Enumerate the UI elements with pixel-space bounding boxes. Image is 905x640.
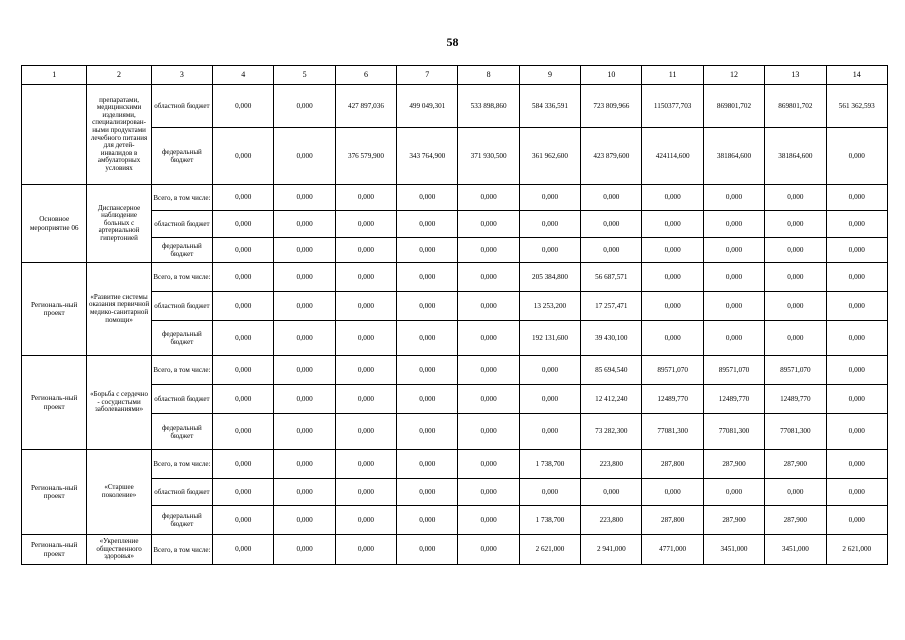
value-cell: 0,000 <box>519 385 580 414</box>
value-cell: 371 930,500 <box>458 128 519 185</box>
value-cell: 561 362,593 <box>826 85 887 128</box>
value-cell: 0,000 <box>213 414 274 450</box>
value-cell: 0,000 <box>458 292 519 321</box>
value-cell: 0,000 <box>826 450 887 479</box>
value-cell: 0,000 <box>458 479 519 506</box>
funding-source-cell: Всего, в том числе: <box>151 450 212 479</box>
value-cell: 0,000 <box>213 85 274 128</box>
value-cell: 85 694,540 <box>581 356 642 385</box>
value-cell: 89571,070 <box>703 356 764 385</box>
value-cell: 424114,600 <box>642 128 703 185</box>
value-cell: 0,000 <box>826 211 887 238</box>
header-row <box>22 66 888 85</box>
value-cell: 4771,000 <box>642 535 703 565</box>
value-cell: 0,000 <box>397 479 458 506</box>
table-row <box>22 85 888 128</box>
value-cell: 287,900 <box>765 450 826 479</box>
value-cell: 0,000 <box>274 263 335 292</box>
measure-type-cell: Региональ-ный проект <box>22 535 87 565</box>
value-cell: 427 897,036 <box>335 85 396 128</box>
value-cell: 0,000 <box>397 238 458 263</box>
value-cell: 0,000 <box>458 211 519 238</box>
value-cell: 361 962,600 <box>519 128 580 185</box>
value-cell: 584 336,591 <box>519 85 580 128</box>
value-cell: 0,000 <box>458 414 519 450</box>
value-cell: 0,000 <box>213 263 274 292</box>
value-cell: 423 879,600 <box>581 128 642 185</box>
value-cell: 0,000 <box>826 356 887 385</box>
value-cell: 0,000 <box>274 211 335 238</box>
value-cell: 0,000 <box>642 479 703 506</box>
value-cell: 287,900 <box>703 450 764 479</box>
funding-source-cell: федеральный бюджет <box>151 506 212 535</box>
value-cell: 0,000 <box>826 185 887 211</box>
funding-source-cell: федеральный бюджет <box>151 414 212 450</box>
value-cell: 0,000 <box>642 238 703 263</box>
measure-type-cell: Региональ-ный проект <box>22 263 87 356</box>
value-cell: 0,000 <box>213 450 274 479</box>
value-cell: 205 384,800 <box>519 263 580 292</box>
value-cell: 0,000 <box>703 263 764 292</box>
value-cell: 0,000 <box>274 128 335 185</box>
funding-source-cell: Всего, в том числе: <box>151 356 212 385</box>
value-cell: 0,000 <box>213 385 274 414</box>
value-cell: 0,000 <box>519 185 580 211</box>
value-cell: 381864,600 <box>703 128 764 185</box>
value-cell: 0,000 <box>397 185 458 211</box>
value-cell: 376 579,900 <box>335 128 396 185</box>
value-cell: 12489,770 <box>765 385 826 414</box>
value-cell: 533 898,860 <box>458 85 519 128</box>
value-cell: 287,900 <box>765 506 826 535</box>
funding-source-cell: областной бюджет <box>151 211 212 238</box>
value-cell: 0,000 <box>274 535 335 565</box>
measure-name-cell: «Старшее поколение» <box>87 450 151 535</box>
value-cell: 0,000 <box>458 506 519 535</box>
value-cell: 0,000 <box>703 211 764 238</box>
measure-name-cell: «Борьба с сердечно - сосудистыми заболеваниями» <box>87 356 151 450</box>
table-row <box>22 385 888 414</box>
value-cell: 39 430,100 <box>581 321 642 356</box>
value-cell: 223,800 <box>581 450 642 479</box>
value-cell: 723 809,966 <box>581 85 642 128</box>
value-cell: 0,000 <box>458 356 519 385</box>
table-row <box>22 321 888 356</box>
value-cell: 2 621,000 <box>826 535 887 565</box>
value-cell: 0,000 <box>458 385 519 414</box>
value-cell: 287,800 <box>642 450 703 479</box>
column-header: 13 <box>765 66 826 85</box>
value-cell: 0,000 <box>213 238 274 263</box>
value-cell: 381864,600 <box>765 128 826 185</box>
value-cell: 0,000 <box>581 185 642 211</box>
value-cell: 0,000 <box>213 506 274 535</box>
value-cell: 12 412,240 <box>581 385 642 414</box>
column-header: 8 <box>458 66 519 85</box>
value-cell: 0,000 <box>397 292 458 321</box>
value-cell: 0,000 <box>765 479 826 506</box>
value-cell: 0,000 <box>826 321 887 356</box>
value-cell: 869801,702 <box>765 85 826 128</box>
value-cell: 0,000 <box>274 450 335 479</box>
value-cell: 0,000 <box>458 450 519 479</box>
table-row <box>22 263 888 292</box>
value-cell: 0,000 <box>335 321 396 356</box>
value-cell: 77081,300 <box>765 414 826 450</box>
value-cell: 0,000 <box>397 535 458 565</box>
value-cell: 0,000 <box>703 185 764 211</box>
column-header: 1 <box>22 66 87 85</box>
measure-name-cell: «Развитие системы оказания первичной медико-санитарной помощи» <box>87 263 151 356</box>
value-cell: 12489,770 <box>703 385 764 414</box>
value-cell: 0,000 <box>458 238 519 263</box>
value-cell: 0,000 <box>519 238 580 263</box>
value-cell: 0,000 <box>826 238 887 263</box>
value-cell: 0,000 <box>335 263 396 292</box>
funding-source-cell: федеральный бюджет <box>151 238 212 263</box>
table-row <box>22 185 888 211</box>
funding-source-cell: Всего, в том числе: <box>151 535 212 565</box>
column-header: 14 <box>826 66 887 85</box>
value-cell: 0,000 <box>397 263 458 292</box>
funding-source-cell: областной бюджет <box>151 85 212 128</box>
value-cell: 0,000 <box>213 321 274 356</box>
value-cell: 192 131,600 <box>519 321 580 356</box>
value-cell: 499 049,301 <box>397 85 458 128</box>
funding-source-cell: Всего, в том числе: <box>151 263 212 292</box>
funding-source-cell: областной бюджет <box>151 385 212 414</box>
funding-source-cell: Всего, в том числе: <box>151 185 212 211</box>
value-cell: 0,000 <box>519 479 580 506</box>
column-header: 9 <box>519 66 580 85</box>
value-cell: 0,000 <box>335 292 396 321</box>
value-cell: 3451,000 <box>703 535 764 565</box>
value-cell: 0,000 <box>642 211 703 238</box>
value-cell: 343 764,900 <box>397 128 458 185</box>
value-cell: 0,000 <box>581 238 642 263</box>
value-cell: 0,000 <box>274 292 335 321</box>
value-cell: 0,000 <box>826 506 887 535</box>
value-cell: 0,000 <box>826 385 887 414</box>
value-cell: 0,000 <box>765 185 826 211</box>
funding-source-cell: областной бюджет <box>151 292 212 321</box>
value-cell: 0,000 <box>335 356 396 385</box>
value-cell: 0,000 <box>213 128 274 185</box>
value-cell: 0,000 <box>335 479 396 506</box>
table-row <box>22 238 888 263</box>
column-header: 10 <box>581 66 642 85</box>
budget-table <box>21 65 888 565</box>
column-header: 5 <box>274 66 335 85</box>
page-number: 58 <box>446 35 459 49</box>
column-header: 12 <box>703 66 764 85</box>
value-cell: 12489,770 <box>642 385 703 414</box>
measure-type-cell <box>22 85 87 185</box>
value-cell: 0,000 <box>335 450 396 479</box>
value-cell: 0,000 <box>703 321 764 356</box>
value-cell: 0,000 <box>335 506 396 535</box>
value-cell: 0,000 <box>335 211 396 238</box>
value-cell: 0,000 <box>274 85 335 128</box>
value-cell: 3451,000 <box>765 535 826 565</box>
value-cell: 0,000 <box>519 211 580 238</box>
measure-type-cell: Основное мероприятие 06 <box>22 185 87 263</box>
value-cell: 0,000 <box>335 185 396 211</box>
value-cell: 0,000 <box>213 535 274 565</box>
measure-name-cell: Диспансерное наблюдение больных с артериальной гипертонией <box>87 185 151 263</box>
value-cell: 1 738,700 <box>519 506 580 535</box>
value-cell: 0,000 <box>274 479 335 506</box>
value-cell: 0,000 <box>397 321 458 356</box>
funding-source-cell: федеральный бюджет <box>151 321 212 356</box>
table-row <box>22 414 888 450</box>
value-cell: 0,000 <box>397 385 458 414</box>
value-cell: 2 621,000 <box>519 535 580 565</box>
column-header: 4 <box>213 66 274 85</box>
value-cell: 0,000 <box>703 292 764 321</box>
table-row <box>22 356 888 385</box>
value-cell: 0,000 <box>213 356 274 385</box>
value-cell: 0,000 <box>458 535 519 565</box>
table-row <box>22 128 888 185</box>
value-cell: 2 941,000 <box>581 535 642 565</box>
funding-source-cell: областной бюджет <box>151 479 212 506</box>
value-cell: 0,000 <box>765 211 826 238</box>
table-row <box>22 292 888 321</box>
value-cell: 0,000 <box>458 263 519 292</box>
value-cell: 89571,070 <box>765 356 826 385</box>
value-cell: 0,000 <box>642 321 703 356</box>
value-cell: 0,000 <box>642 185 703 211</box>
value-cell: 0,000 <box>458 185 519 211</box>
value-cell: 13 253,200 <box>519 292 580 321</box>
value-cell: 0,000 <box>274 185 335 211</box>
value-cell: 0,000 <box>642 263 703 292</box>
value-cell: 73 282,300 <box>581 414 642 450</box>
value-cell: 0,000 <box>765 292 826 321</box>
table-row <box>22 506 888 535</box>
value-cell: 0,000 <box>519 356 580 385</box>
value-cell: 0,000 <box>213 185 274 211</box>
measure-name-cell: «Укрепление общественного здоровья» <box>87 535 151 565</box>
value-cell: 0,000 <box>335 535 396 565</box>
value-cell: 0,000 <box>213 211 274 238</box>
value-cell: 0,000 <box>397 211 458 238</box>
value-cell: 0,000 <box>335 385 396 414</box>
value-cell: 287,900 <box>703 506 764 535</box>
value-cell: 0,000 <box>642 292 703 321</box>
measure-type-cell: Региональ-ный проект <box>22 450 87 535</box>
column-header: 7 <box>397 66 458 85</box>
value-cell: 77081,300 <box>642 414 703 450</box>
column-header: 11 <box>642 66 703 85</box>
column-header: 6 <box>335 66 396 85</box>
value-cell: 0,000 <box>519 414 580 450</box>
funding-source-cell: федеральный бюджет <box>151 128 212 185</box>
value-cell: 0,000 <box>213 479 274 506</box>
value-cell: 0,000 <box>703 238 764 263</box>
value-cell: 89571,070 <box>642 356 703 385</box>
value-cell: 0,000 <box>274 356 335 385</box>
value-cell: 223,800 <box>581 506 642 535</box>
value-cell: 0,000 <box>397 450 458 479</box>
value-cell: 0,000 <box>397 414 458 450</box>
value-cell: 56 687,571 <box>581 263 642 292</box>
value-cell: 0,000 <box>826 479 887 506</box>
value-cell: 0,000 <box>826 292 887 321</box>
value-cell: 0,000 <box>335 238 396 263</box>
value-cell: 0,000 <box>397 506 458 535</box>
value-cell: 0,000 <box>581 479 642 506</box>
measure-type-cell: Региональ-ный проект <box>22 356 87 450</box>
value-cell: 1150377,703 <box>642 85 703 128</box>
value-cell: 0,000 <box>335 414 396 450</box>
value-cell: 869801,702 <box>703 85 764 128</box>
value-cell: 0,000 <box>274 238 335 263</box>
value-cell: 77081,300 <box>703 414 764 450</box>
measure-name-cell: препаратами, медицинскими изделиями, специализирован-ными продуктами лечебного питания для детей-инвалидов в амбулаторных условиях <box>87 85 151 185</box>
value-cell: 0,000 <box>826 128 887 185</box>
value-cell: 0,000 <box>581 211 642 238</box>
value-cell: 0,000 <box>765 321 826 356</box>
value-cell: 0,000 <box>703 479 764 506</box>
column-header: 2 <box>87 66 151 85</box>
table-row <box>22 535 888 565</box>
value-cell: 287,800 <box>642 506 703 535</box>
value-cell: 1 738,700 <box>519 450 580 479</box>
value-cell: 0,000 <box>765 263 826 292</box>
value-cell: 0,000 <box>274 385 335 414</box>
value-cell: 0,000 <box>765 238 826 263</box>
table-row <box>22 211 888 238</box>
column-header: 3 <box>151 66 212 85</box>
table-row <box>22 479 888 506</box>
value-cell: 0,000 <box>274 414 335 450</box>
value-cell: 0,000 <box>397 356 458 385</box>
value-cell: 0,000 <box>826 414 887 450</box>
value-cell: 0,000 <box>458 321 519 356</box>
value-cell: 0,000 <box>274 506 335 535</box>
value-cell: 17 257,471 <box>581 292 642 321</box>
table-row <box>22 450 888 479</box>
value-cell: 0,000 <box>213 292 274 321</box>
value-cell: 0,000 <box>274 321 335 356</box>
value-cell: 0,000 <box>826 263 887 292</box>
